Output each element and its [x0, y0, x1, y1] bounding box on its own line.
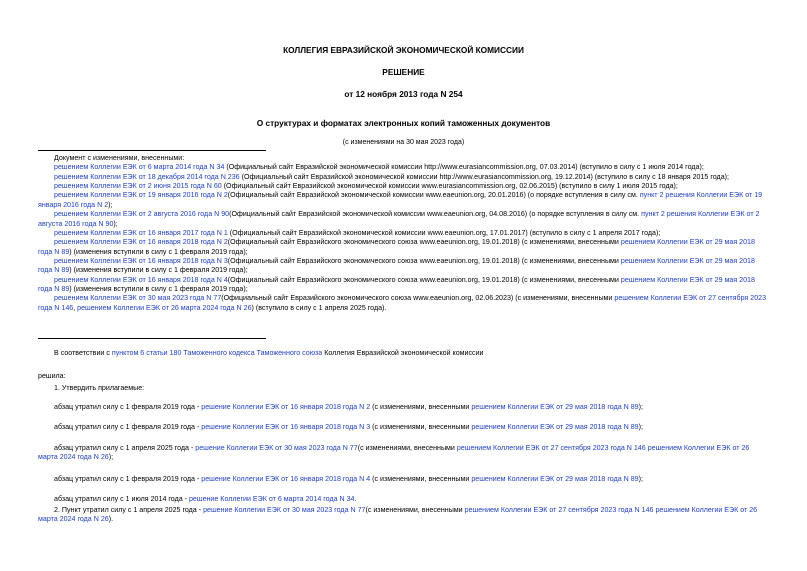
- changes-list: [38, 154, 771, 313]
- text-fragment: ) (изменения вступили в силу с 1 февраля 2019 года);: [69, 285, 248, 294]
- text-fragment: (Официальный сайт Евразийского экономического союза www.eaeunion.org, 02.06.2023) (с изменениями, внесенными: [221, 294, 615, 303]
- text-fragment: ) (изменения вступили в силу с 1 февраля 2019 года);: [69, 247, 248, 256]
- text-fragment: ) (вступило в силу с 1 апреля 2025 года).: [251, 303, 387, 312]
- change-entry: [38, 229, 771, 238]
- decision-link[interactable]: решением Коллегии ЕЭК от 29 мая 2018 года N 89: [38, 238, 755, 256]
- repealed-paragraph: [38, 475, 771, 484]
- decision-link[interactable]: пунктом 6 статьи 180 Таможенного кодекса Таможенного союза: [111, 349, 323, 357]
- text-fragment: 2. Пункт утратил силу с 1 апреля 2025 года -: [54, 506, 204, 514]
- decision-link[interactable]: решением Коллегии ЕЭК от 16 января 2017 года N 1: [54, 228, 228, 237]
- text-fragment: Коллегия Евразийской экономической комиссии: [322, 349, 484, 357]
- changes-intro: Документ с изменениями, внесенными:: [54, 154, 185, 162]
- text-fragment: );: [113, 219, 118, 228]
- decision-link[interactable]: решением Коллегии ЕЭК от 29 мая 2018 года N 89: [471, 403, 639, 411]
- text-fragment: абзац утратил силу с 1 апреля 2025 года -: [54, 444, 196, 452]
- text-fragment: ) (изменения вступили в силу с 1 февраля 2019 года);: [69, 266, 248, 275]
- text-fragment: (Официальный сайт Евразийской экономической комиссии http://www.eurasiancommission.org, 07.03.2014) (вступило в силу с 1 июля 2014 года);: [224, 163, 704, 172]
- text-fragment: абзац утратил силу с 1 февраля 2019 года -: [54, 475, 202, 483]
- change-entry: [38, 182, 771, 191]
- text-fragment: (с изменениями, внесенными: [370, 475, 472, 483]
- decision-link[interactable]: решением Коллегии ЕЭК от 16 января 2018 года N 2: [54, 238, 228, 247]
- decision-link[interactable]: решением Коллегии ЕЭК от 27 сентября 2023 года N 146: [456, 444, 646, 452]
- decision-link[interactable]: решением Коллегии ЕЭК от 2 июня 2015 года N 60: [54, 182, 222, 191]
- repealed-paragraph: [38, 403, 771, 412]
- text-fragment: абзац утратил силу с 1 февраля 2019 года -: [54, 423, 202, 431]
- text-fragment: (с изменениями, внесенными: [365, 506, 465, 514]
- decision-link[interactable]: решением Коллегии ЕЭК от 18 декабря 2014 года N 236: [54, 172, 240, 181]
- text-fragment: (Официальный сайт Евразийского экономического союза www.eaeunion.org, 19.01.2018) (с изменениями, внесенными: [227, 275, 621, 284]
- decision-link[interactable]: решением Коллегии ЕЭК от 27 сентября 2023 года N 146: [464, 506, 654, 514]
- decision-link[interactable]: решение Коллегии ЕЭК от 30 мая 2023 года N 77: [195, 444, 358, 452]
- decision-link[interactable]: решение Коллегии ЕЭК от 30 мая 2023 года N 77: [203, 506, 366, 514]
- text-fragment: В соответствии с: [54, 349, 112, 357]
- decision-link[interactable]: решение Коллегии ЕЭК от 16 января 2018 года N 2: [201, 403, 371, 411]
- repealed-paragraph: [38, 444, 771, 463]
- changes-items: [38, 163, 771, 313]
- text-fragment: абзац утратил силу с 1 февраля 2019 года -: [54, 403, 202, 411]
- point-1: 1. Утвердить прилагаемые:: [54, 384, 145, 392]
- change-entry: [38, 238, 771, 257]
- decision-link[interactable]: решение Коллегии ЕЭК от 6 марта 2014 года N 34: [188, 495, 355, 503]
- decision-link[interactable]: решением Коллегии ЕЭК от 29 мая 2018 года N 89: [38, 256, 755, 275]
- doc-type-heading: РЕШЕНИЕ: [382, 67, 425, 77]
- text-fragment: (Официальный сайт Евразийской экономической комиссии www.eaeunion.org, 20.01.2016) (о порядке вступления в силу см.: [227, 191, 640, 200]
- decision-link[interactable]: пункт 2 решения Коллегии ЕЭК от 2 августа 2016 года N 90: [38, 210, 760, 228]
- doc-title: О структурах и форматах электронных копий таможенных документов: [256, 118, 551, 128]
- repealed-paragraph: [38, 495, 771, 504]
- text-fragment: );: [638, 423, 643, 431]
- text-fragment: (Официальный сайт Евразийской экономической комиссии www.eaeunion.org, 04.08.2016) (о порядке вступления в силу см.: [229, 210, 642, 219]
- divider-top: [38, 150, 266, 151]
- text-fragment: (с изменениями, внесенными: [370, 423, 472, 431]
- text-fragment: );: [638, 403, 643, 411]
- text-fragment: абзац утратил силу с 1 июля 2014 года -: [54, 495, 189, 503]
- text-fragment: (с изменениями, внесенными: [370, 403, 472, 411]
- text-fragment: ,: [73, 303, 78, 312]
- decision-link[interactable]: решением Коллегии ЕЭК от 26 марта 2024 года N 26: [38, 506, 758, 524]
- text-fragment: .: [354, 495, 357, 503]
- repealed-paragraph: [38, 423, 771, 432]
- change-entry: [38, 257, 771, 276]
- change-entry: [38, 210, 771, 229]
- text-fragment: );: [108, 453, 114, 462]
- text-fragment: (Официальный сайт Евразийской экономической комиссии www.eurasiancommission.org, 02.06.2015) (вступило в силу 1 июля 2015 года);: [221, 182, 678, 191]
- change-entry: [38, 294, 771, 313]
- decision-link[interactable]: решением Коллегии ЕЭК от 27 сентября 2023 года N 146: [38, 294, 767, 312]
- doc-date-heading: от 12 ноября 2013 года N 254: [344, 89, 463, 99]
- decision-link[interactable]: решением Коллегии ЕЭК от 6 марта 2014 года N 34: [54, 163, 225, 172]
- change-entry: [38, 276, 771, 295]
- change-entry: [38, 163, 771, 172]
- decision-link[interactable]: решением Коллегии ЕЭК от 16 января 2018 года N 3: [54, 256, 228, 265]
- preamble: [38, 349, 771, 358]
- decision-link[interactable]: решением Коллегии ЕЭК от 26 марта 2024 года N 26: [38, 444, 750, 462]
- text-fragment: (Официальный сайт Евразийского экономического союза www.eaeunion.org, 19.01.2018) (с изменениями, внесенными: [227, 238, 621, 247]
- text-fragment: );: [108, 200, 113, 209]
- text-fragment: (Официальный сайт Евразийского экономического союза www.eaeunion.org, 19.01.2018) (с изменениями, внесенными: [227, 256, 621, 265]
- text-fragment: (Официальный сайт Евразийской экономической комиссии www.eaeunion.org, 17.01.2017) (вступило в силу с 1 апреля 2017 года);: [227, 228, 661, 237]
- decision-link[interactable]: решением Коллегии ЕЭК от 19 января 2016 года N 2: [54, 191, 228, 200]
- decision-link[interactable]: решением Коллегии ЕЭК от 29 мая 2018 года N 89: [471, 475, 639, 483]
- decided-label: решила:: [38, 372, 66, 380]
- decision-link[interactable]: решением Коллегии ЕЭК от 30 мая 2023 года N 77: [54, 294, 222, 303]
- text-fragment: (Официальный сайт Евразийской экономической комиссии http://www.eurasiancommission.org, 19.12.2014) (вступило в силу с 18 января 2015 года);: [239, 172, 729, 181]
- decision-link[interactable]: решением Коллегии ЕЭК от 29 мая 2018 года N 89: [471, 423, 639, 431]
- change-entry: [38, 191, 771, 210]
- org-heading: КОЛЛЕГИЯ ЕВРАЗИЙСКОЙ ЭКОНОМИЧЕСКОЙ КОМИССИИ: [283, 45, 524, 55]
- decision-link[interactable]: решение Коллегии ЕЭК от 16 января 2018 года N 3: [201, 423, 371, 431]
- point-2: [38, 506, 771, 525]
- decision-link[interactable]: решением Коллегии ЕЭК от 2 августа 2016 года N 90: [54, 210, 230, 219]
- text-fragment: ).: [108, 515, 114, 524]
- decision-link[interactable]: решением Коллегии ЕЭК от 29 мая 2018 года N 89: [38, 275, 755, 294]
- divider-bottom: [38, 338, 266, 339]
- change-entry: [38, 173, 771, 182]
- decision-link[interactable]: решение Коллегии ЕЭК от 16 января 2018 года N 4: [201, 475, 371, 483]
- amended-note: (с изменениями на 30 мая 2023 года): [342, 139, 465, 146]
- text-fragment: );: [638, 475, 643, 483]
- text-fragment: (с изменениями, внесенными: [357, 444, 457, 452]
- decision-link[interactable]: пункт 2 решения Коллегии ЕЭК от 19 января 2016 года N 2: [38, 191, 763, 209]
- decision-link[interactable]: решением Коллегии ЕЭК от 16 января 2018 года N 4: [54, 275, 228, 284]
- decision-link[interactable]: решением Коллегии ЕЭК от 26 марта 2024 года N 26: [77, 303, 252, 312]
